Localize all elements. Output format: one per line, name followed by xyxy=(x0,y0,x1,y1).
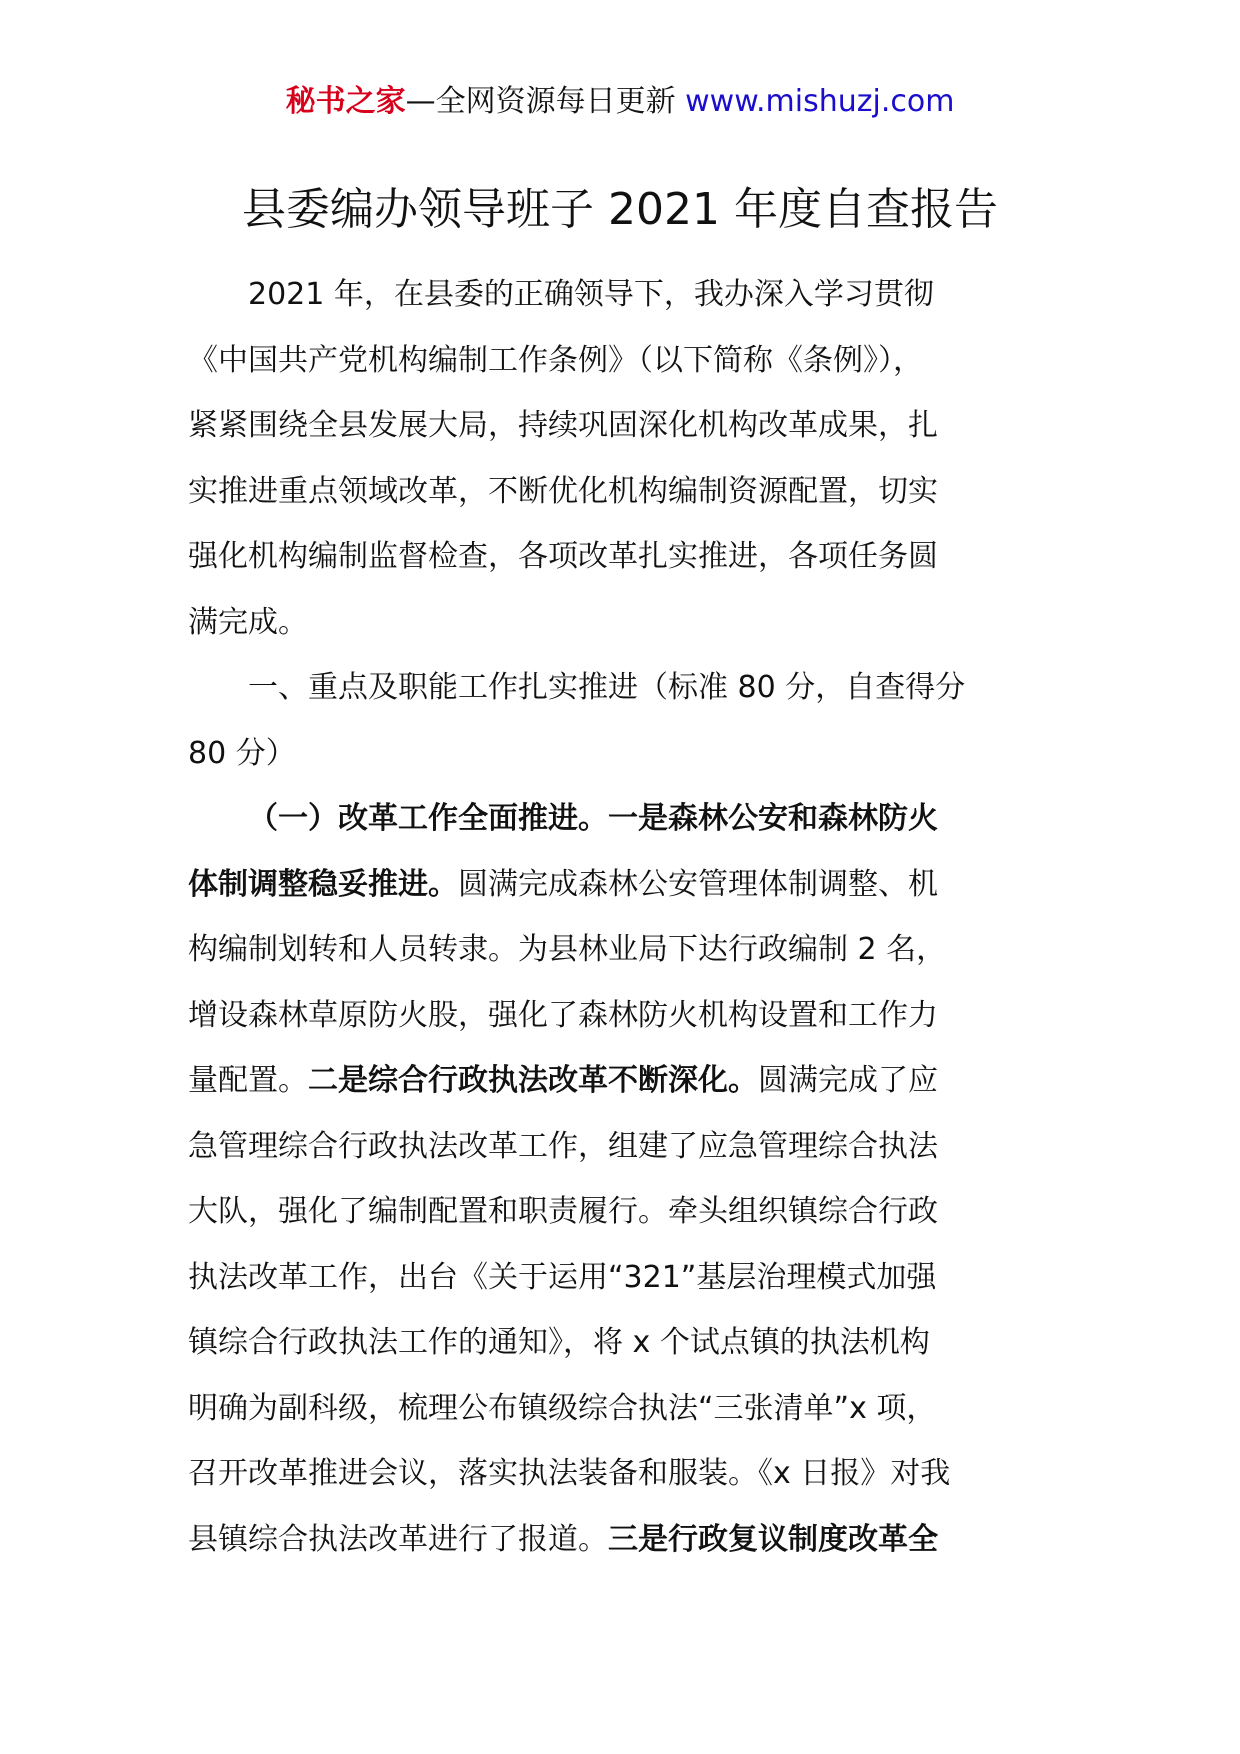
bold-phrase: 体制调整稳妥推进。 xyxy=(188,866,458,902)
text-line: 强化机构编制监督检查，各项改革扎实推进，各项任务圆 xyxy=(188,539,938,574)
text-line xyxy=(188,786,1048,852)
text-run: 量配置。 xyxy=(188,1063,308,1098)
document-body xyxy=(188,262,1048,1572)
site-header xyxy=(0,82,1240,122)
text-line: 满完成。 xyxy=(188,604,308,640)
text-line xyxy=(188,1507,1048,1573)
text-line: 大队，强化了编制配置和职责履行。牵头组织镇综合行政 xyxy=(188,1194,938,1229)
section-heading-one-continuation xyxy=(188,721,1048,787)
text-line: 急管理综合行政执法改革工作，组建了应急管理综合执法 xyxy=(188,1128,938,1164)
text-line: 80 分） xyxy=(188,735,296,771)
intro-continuation xyxy=(188,328,1048,656)
brand-name: 秘书之家 xyxy=(285,84,406,119)
text-line: 构编制划转和人员转隶。为县林业局下达行政编制 2 名， xyxy=(188,932,947,967)
text-line: 召开改革推进会议，落实执法装备和服装。《x 日报》对我 xyxy=(188,1456,951,1491)
text-line: 一、重点及职能工作扎实推进（标准 80 分，自查得分 xyxy=(248,670,966,705)
text-line: 2021 年，在县委的正确领导下，我办深入学习贯彻 xyxy=(248,277,934,312)
text-line xyxy=(188,852,1048,918)
subsection-paragraph-one-continuation xyxy=(188,852,1048,1573)
text-run: 县镇综合执法改革进行了报道。 xyxy=(188,1521,608,1557)
subsection-paragraph-one xyxy=(188,786,1048,852)
text-line: 执法改革工作，出台《关于运用“321”基层治理模式加强 xyxy=(188,1259,937,1295)
header-tagline: —全网资源每日更新 xyxy=(405,84,686,119)
site-url-link[interactable]: www.mishuzj.com xyxy=(685,84,955,119)
text-line xyxy=(188,1048,1048,1114)
text-line: 紧紧围绕全县发展大局，持续巩固深化机构改革成果，扎 xyxy=(188,408,938,443)
text-line: 增设森林草原防火股，强化了森林防火机构设置和工作力 xyxy=(188,997,938,1033)
bold-phrase: 二是综合行政执法改革不断深化。 xyxy=(308,1063,758,1098)
document-title: 县委编办领导班子 2021 年度自查报告 xyxy=(242,184,998,235)
bold-phrase: 三是行政复议制度改革全 xyxy=(608,1521,938,1557)
text-line: 实推进重点领域改革，不断优化机构编制资源配置，切实 xyxy=(188,473,938,509)
text-line: 镇综合行政执法工作的通知》，将 x 个试点镇的执法机构 xyxy=(188,1325,930,1360)
intro-paragraph xyxy=(188,262,1048,328)
text-run: 圆满完成森林公安管理体制调整、机 xyxy=(458,866,938,902)
text-line: 《中国共产党机构编制工作条例》（以下简称《条例》）， xyxy=(188,342,923,378)
bold-heading: （一）改革工作全面推进。一是森林公安和森林防火 xyxy=(248,801,938,836)
text-line: 明确为副科级，梳理公布镇级综合执法“三张清单”x 项， xyxy=(188,1390,937,1426)
text-run: 圆满完成了应 xyxy=(758,1063,938,1098)
section-heading-one xyxy=(188,655,1048,721)
